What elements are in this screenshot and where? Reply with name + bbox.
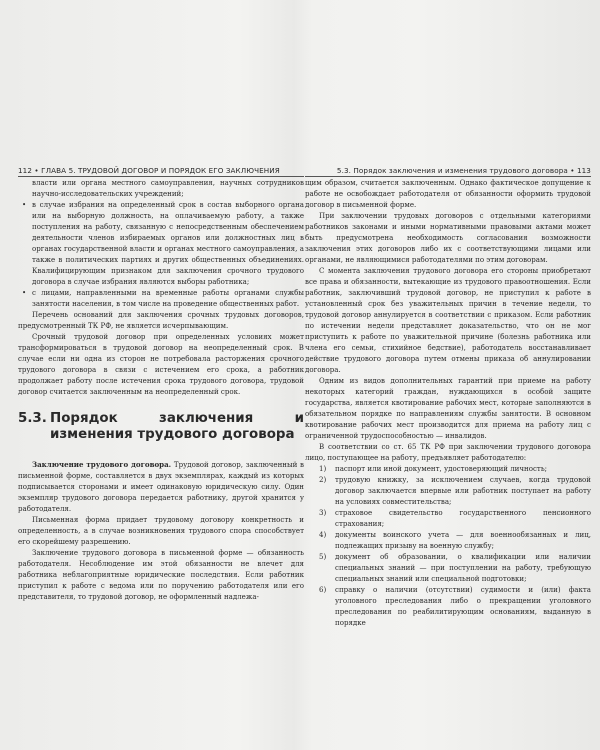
paragraph: Заключение трудового договора в письменной форме — обязанность работодателя. Несоблюдение им этой обязанности не влечет для работника неблагоприятные юридические последствия. Если работник приступил к работе с ведома или по поручению работодателя или его представителя, то трудовой договор, не оформленный надлежа- xyxy=(18,548,304,601)
left-running-header: 112 • ГЛАВА 5. ТРУДОВОЙ ДОГОВОР И ПОРЯДОК ЕГО ЗАКЛЮЧЕНИЯ xyxy=(18,166,304,177)
paragraph xyxy=(18,459,304,514)
list-item: • с лицами, направленными на временные работы органами службы занятости населения, в том числе на проведение общественных работ. xyxy=(32,287,304,309)
section-title: Порядок заключения и изменения трудового договора xyxy=(50,411,304,442)
item-number: 2) xyxy=(319,475,327,484)
paragraph-text: Трудовой договор, заключенный в письменной форме, составляется в двух экземплярах, каждый из которых подписывается сторонами и имеет одинаковую юридическую силу. Один экземпляр трудового договора передается работнику, другой хранится у работодателя. xyxy=(18,460,305,513)
section-heading xyxy=(18,411,304,443)
right-page-body xyxy=(305,177,591,628)
paragraph: В соответствии со ст. 65 ТК РФ при заключении трудового договора лицо, поступающее на работу, предъявляет работодателю: xyxy=(305,442,591,462)
paragraph: Одним из видов дополнительных гарантий при приеме на работу некоторых категорий граждан, нуждающихся в особой защите государства, является квотирование рабочих мест, которые заполняются в обязательном порядке по направлениям службы занятости. В основном квотирование рабочих мест производится для приема на работу лиц с ограниченной трудоспособностью — инвалидов. xyxy=(305,376,591,440)
item-text: страховое свидетельство государственного пенсионного страхования; xyxy=(335,508,591,528)
list-item xyxy=(319,474,591,507)
right-running-header: 5.3. Порядок заключения и изменения трудового договора • 113 xyxy=(305,166,591,177)
paragraph: Перечень оснований для заключения срочных трудовых договоров, предусмотренный ТК РФ, не является исчерпывающим. xyxy=(18,310,304,330)
bullet-list xyxy=(18,177,304,309)
paragraph: С момента заключения трудового договора его стороны приобретают все права и обязанности, вытекающие из трудового правоотношения. Если работник, заключивший трудовой договор, не приступил к работе в установленный срок без уважительных причин в течение недели, то трудовой договор аннулируется в соответствии с приказом. Если работник по истечении недели представляет доказательство, что он не мог приступить к работе по уважительной причине (болезнь работника или члена его семьи, стихийное бедствие), работодатель восстанавливает действие трудового договора путем отмены приказа об аннулировании договора. xyxy=(305,266,591,374)
section-number: 5.3. xyxy=(18,411,47,426)
list-item xyxy=(319,507,591,529)
paragraph: При заключении трудовых договоров с отдельными категориями работников законами и иными нормативными правовыми актами может быть предусмотрена необходимость согласования возможности заключения этих договоров либо их с соответствующими лицами или органами, не являющимися работодателями по этим договорам. xyxy=(305,211,591,264)
item-text: трудовую книжку, за исключением случаев, когда трудовой договор заключается впервые или работник поступает на работу на условиях совместительства; xyxy=(335,475,591,506)
item-text: паспорт или иной документ, удостоверяющий личность; xyxy=(335,464,548,473)
paragraph: Письменная форма придает трудовому договору конкретность и определенность, а в случае возникновения трудового спора способствует его скорейшему разрешению. xyxy=(18,515,304,546)
list-item xyxy=(319,463,591,474)
list-item: • в случае избрания на определенный срок в состав выборного органа или на выборную должность, на оплачиваемую работу, а также поступления на работу, связанную с непосредственным обеспечением деятельности членов избираемых органов или должностных лиц в органах государственной власти и органах местного самоуправления, а также в политических партиях и других общественных объединениях. Квалифицирующим признаком для заключения срочного трудового договора в случае избрания являются выборы работника; xyxy=(32,199,304,287)
paragraph: щим образом, считается заключенным. Однако фактическое допущение к работе не освобождает работодателя от обязанности оформить трудовой договор в письменной форме. xyxy=(305,178,591,209)
item-text: справку о наличии (отсутствии) судимости и (или) факта уголовного преследования либо о прекращении уголовного преследования по реабилитирующим основаниям, выданную в порядке xyxy=(335,585,591,627)
list-item xyxy=(319,529,591,551)
item-number: 5) xyxy=(319,552,327,561)
item-number: 4) xyxy=(319,530,327,539)
list-item: власти или органа местного самоуправления, научных сотрудников научно-исследовательских учреждений; xyxy=(32,178,304,198)
right-page xyxy=(305,166,591,628)
paragraph: Срочный трудовой договор при определенных условиях может трансформироваться в трудовой договор на неопределенный срок. В случае если ни одна из сторон не потребовала расторжения срочного трудового договора в связи с истечением его срока, а работник продолжает работу после истечения срока трудового договора, трудовой договор считается заключенным на неопределенный срок. xyxy=(18,332,304,396)
item-number: 6) xyxy=(319,585,327,594)
item-number: 1) xyxy=(319,464,327,473)
list-item xyxy=(319,584,591,628)
item-number: 3) xyxy=(319,508,327,517)
item-text: документ об образовании, о квалификации или наличии специальных знаний — при поступлении на работу, требующую специальных знаний или специальной подготовки; xyxy=(335,552,591,583)
left-page-body xyxy=(18,177,304,602)
item-text: документы воинского учета — для военнообязанных и лиц, подлежащих призыву на военную службу; xyxy=(335,530,591,550)
numbered-list xyxy=(305,463,591,628)
left-page xyxy=(18,166,304,602)
run-in-heading: Заключение трудового договора. xyxy=(32,460,172,469)
list-item xyxy=(319,551,591,584)
